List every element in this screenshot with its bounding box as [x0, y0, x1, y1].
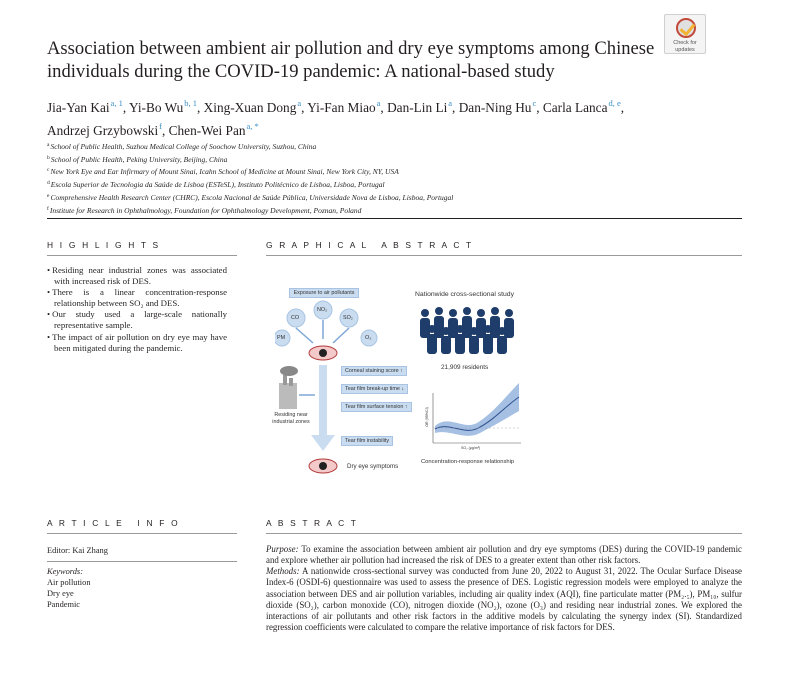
author-affiliation-marker[interactable]: f [159, 121, 162, 131]
affiliation-key: e [47, 192, 50, 199]
abstract-purpose [266, 544, 742, 566]
step-corneal-staining: Corneal staining score ↑ [341, 366, 407, 376]
abstract-heading: A B S T R A C T [266, 518, 359, 528]
author-name[interactable]: Yi-Bo Wu [128, 100, 184, 115]
author-name[interactable]: Dan-Ning Hu [458, 100, 532, 115]
author-name[interactable]: Xing-Xuan Dong [203, 100, 297, 115]
article-info-heading: A R T I C L E I N F O [47, 518, 180, 528]
pollutant-co-label: CO [291, 315, 300, 321]
residents-label: 21,909 residents [441, 364, 489, 371]
affiliation-text: New York Eye and Ear Infirmary of Mount Sinai, Icahn School of Medicine at Mount Sinai, New York City, NY, USA [50, 167, 399, 177]
highlight-item: • Our study used a large-scale nationally representative sample. [47, 309, 227, 331]
highlight-item: • Residing near industrial zones was associated with increased risk of DES. [47, 265, 227, 287]
author-affiliation-marker[interactable]: a, * [246, 121, 259, 131]
check-updates-icon [676, 18, 696, 38]
affiliation-item [47, 178, 667, 191]
header-divider [47, 218, 742, 219]
author-list: Jia-Yan Kai$^{a, 1}$, Yi-Bo Wu$^{b, 1}$, Xing-Xuan Dong$^a$, Yi-Fan Miao$^a$, Dan-Lin Li$^a$, Dan-Ning Hu$^c$, Carla Lanca$^{d, e}$, Andrzej Grzybowski$^f$, Chen-Wei Pan$^{a, *}$ [47, 98, 625, 138]
check-for-updates-badge[interactable] [664, 14, 706, 54]
pollutant-so2-label: SO₂ [343, 315, 353, 321]
keyword-item: Air pollution [47, 578, 91, 587]
check-updates-label: Check for updates [673, 40, 697, 53]
graphical-abstract-heading: G R A P H I C A L A B S T R A C T [266, 240, 474, 250]
author-name[interactable]: Dan-Lin Li [387, 100, 448, 115]
info-divider [47, 561, 237, 562]
concentration-response-plot [433, 383, 521, 443]
article-info-divider [47, 533, 237, 534]
affiliation-key: f [47, 205, 49, 212]
highlights-list [47, 265, 227, 354]
pathway-arrow [319, 365, 327, 435]
axis-y-label: OR (95%CI) [424, 407, 429, 427]
curve-caption: Concentration-response relationship [421, 459, 515, 465]
graphical-abstract-art [275, 283, 525, 483]
author-name[interactable]: Carla Lanca [542, 100, 608, 115]
step-tear-breakup: Tear film break-up time ↓ [341, 384, 408, 394]
highlights-heading: H I G H L I G H T S [47, 240, 161, 250]
affiliation-text: School of Public Health, Peking University, Beijing, China [50, 154, 228, 164]
highlight-item: • The impact of air pollution on dry eye may have been mitigated during the pandemic. [47, 332, 227, 354]
methods-text: A nationwide cross-sectional survey was conducted from June 20, 2022 to August 31, 2022. The Ocular Surface Disease Index-6 (OSDI-6) questionnaire was used to assess the presence of DES. Logistic regression models were employed to analyze the association between DES and air pollution variables, including air quality index (AQI), fine particulate matter (PM₂.₅), PM₁₀, sulfur dioxide (SO₂), carbon monoxide (CO), nitrogen dioxide (NO₂), ozone (O₃) and residing near industrial zones. We explored the interactions of air pollutants and other risk factors in the additive models by calculating the synergy index (SI). Standardized regression coefficients were calculated to compare the relative importance of risk factors for DES. [266, 566, 742, 633]
keywords-label: Keywords: [47, 567, 83, 576]
article-info [47, 545, 237, 610]
affiliation-text: Comprehensive Health Research Center (CHRC), Escola Nacional de Saúde Pública, Universidade Nova de Lisboa, Lisboa, Portugal [50, 192, 454, 202]
author-affiliation-marker[interactable]: a [376, 98, 381, 108]
abstract-methods [266, 566, 742, 633]
author-name[interactable]: Andrzej Grzybowski [47, 123, 159, 138]
abstract-divider [266, 533, 742, 534]
pollutant-no2-label: NO₂ [317, 307, 328, 313]
highlight-item: • There is a linear concentration-response relationship between SO₂ and DES. [47, 287, 227, 309]
article-title: Association between ambient air pollution and dry eye symptoms among Chinese individuals during the COVID-19 pandemic: A national-based study [47, 38, 655, 82]
author-affiliation-marker[interactable]: c [532, 98, 537, 108]
abstract-body [266, 544, 742, 633]
outcome-label: Dry eye symptoms [347, 463, 399, 470]
affiliation-list [47, 140, 667, 216]
affiliation-key: a [47, 142, 50, 148]
author-affiliation-marker[interactable]: a [448, 98, 453, 108]
author-affiliation-marker[interactable]: a, 1 [110, 98, 123, 108]
highlights-divider [47, 255, 237, 256]
keyword-item: Dry eye [47, 589, 74, 598]
purpose-label: Purpose: [266, 544, 299, 554]
author-name[interactable]: Yi-Fan Miao [307, 100, 376, 115]
affiliation-text: Institute for Research in Ophthalmology, Foundation for Ophthalmology Development, Poznan, Poland [49, 205, 362, 215]
step-tear-instability: Tear film instability [341, 436, 393, 446]
exposure-box: Exposure to air pollutants [289, 288, 359, 298]
graphical-abstract-figure [272, 283, 525, 483]
axis-x-label: SO₂ (μg/m³) [461, 446, 481, 450]
author-name[interactable]: Jia-Yan Kai [47, 100, 110, 115]
author-affiliation-marker[interactable]: b, 1 [184, 98, 197, 108]
affiliation-item [47, 204, 667, 217]
affiliation-key: c [47, 167, 50, 174]
pollutant-o3-label: O₃ [365, 335, 372, 341]
factory-icon [279, 383, 297, 409]
affiliation-key: b [47, 154, 50, 161]
step-tear-surface-tension: Tear film surface tension ↑ [341, 402, 412, 412]
affiliation-item [47, 140, 667, 153]
affiliation-key: d [47, 180, 50, 187]
keyword-item: Pandemic [47, 600, 81, 609]
affiliation-item [47, 153, 667, 166]
author-affiliation-marker[interactable]: d, e [608, 98, 621, 108]
industrial-zones-label: Residing near industrial zones [272, 412, 310, 425]
graphical-abstract-divider [266, 255, 742, 256]
population-icon [420, 307, 514, 354]
affiliation-text: Escola Superior de Tecnologia da Saúde de Lisboa (ESTeSL), Instituto Politécnico de Lisboa, Lisboa, Portugal [50, 180, 385, 190]
methods-label: Methods: [266, 566, 300, 577]
affiliation-text: School of Public Health, Suzhou Medical College of Soochow University, Suzhou, China [50, 142, 317, 151]
affiliation-item [47, 165, 667, 178]
affiliation-item [47, 191, 667, 204]
editor-line: Editor: Kai Zhang [47, 546, 108, 555]
study-label: Nationwide cross-sectional study [415, 291, 514, 298]
author-affiliation-marker[interactable]: a [297, 98, 302, 108]
purpose-text: To examine the association between ambient air pollution and dry eye symptoms (DES) during the COVID-19 pandemic and explore whether air pollution had increased the risk of DES to a greater extent than other risk factors. [266, 544, 742, 566]
pollutant-pm-label: PM [277, 335, 286, 341]
author-name[interactable]: Chen-Wei Pan [168, 123, 246, 138]
